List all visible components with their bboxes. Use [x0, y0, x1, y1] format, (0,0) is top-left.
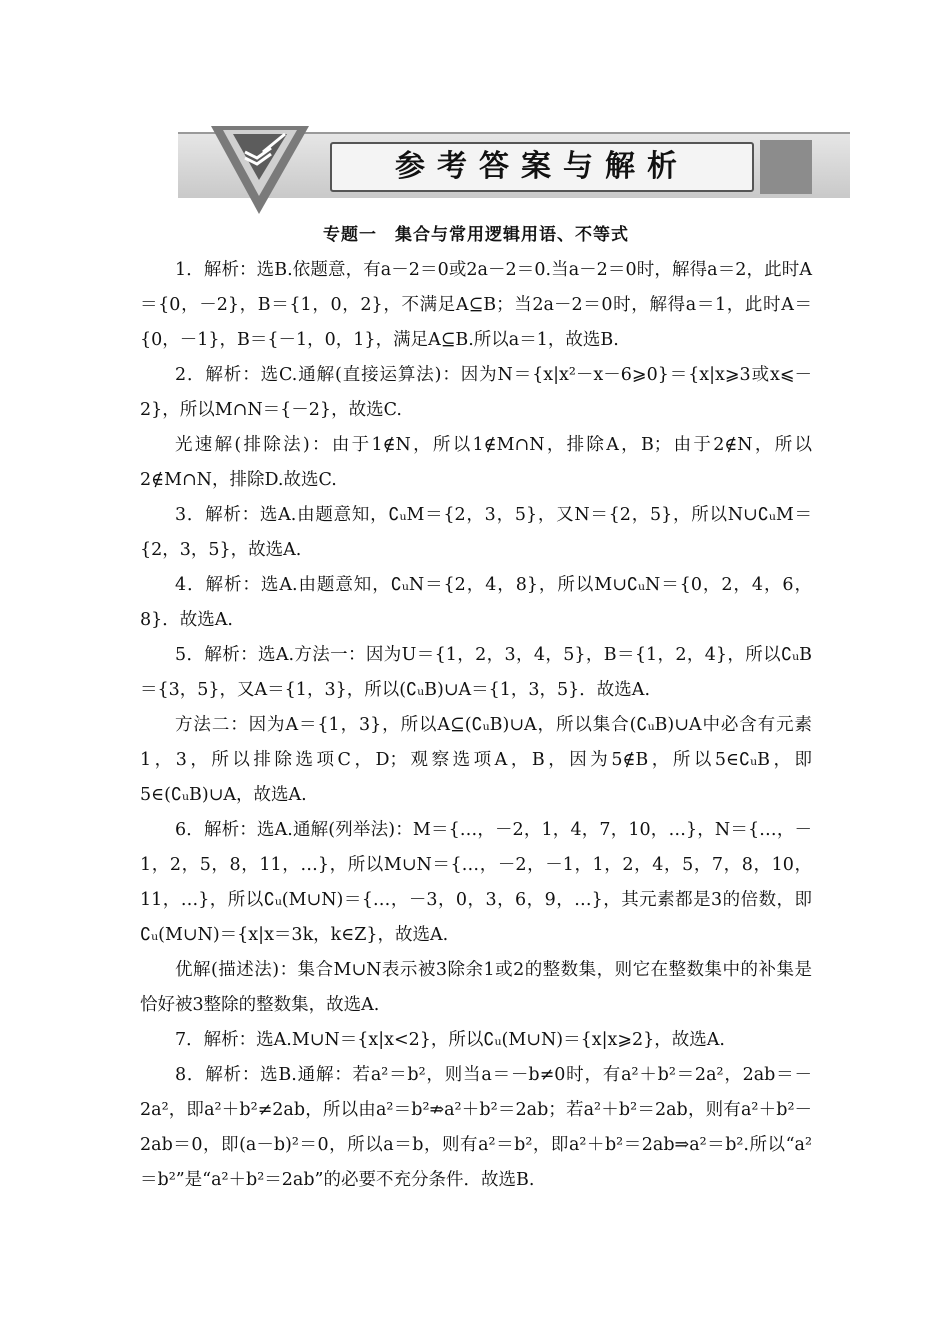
page-title: 参考答案与解析 — [395, 149, 689, 184]
answer-content — [140, 212, 812, 1198]
book-pen-icon — [205, 122, 315, 218]
answer-paragraph: 优解(描述法)：集合M∪N表示被3除余1或2的整数集，则它在整数集中的补集是恰好被3整除的整数集，故选A. — [140, 960, 812, 1015]
answer-paragraph: 7．解析：选A.M∪N＝{x|x<2}，所以∁ᵤ(M∪N)＝{x|x⩾2}，故选A. — [175, 1030, 725, 1050]
section-title: 专题一 集合与常用逻辑用语、不等式 — [323, 225, 629, 245]
answer-paragraph: 3．解析：选A.由题意知，∁ᵤM＝{2，3，5}，又N＝{2，5}，所以N∪∁ᵤM＝{2，3，5}，故选A. — [140, 505, 812, 560]
answer-paragraph: 5．解析：选A.方法一：因为U＝{1，2，3，4，5}，B＝{1，2，4}，所以∁ᵤB＝{3，5}，又A＝{1，3}，所以(∁ᵤB)∪A＝{1，3，5}．故选A. — [140, 645, 812, 700]
answer-paragraph: 方法二：因为A＝{1，3}，所以A⊆(∁ᵤB)∪A，所以集合(∁ᵤB)∪A中必含有元素1，3，所以排除选项C，D；观察选项A，B，因为5∉B，所以5∈∁ᵤB，即5∈(∁ᵤB)∪A，故选A. — [140, 715, 812, 805]
answer-paragraph: 光速解(排除法)：由于1∉N，所以1∉M∩N，排除A，B；由于2∉N，所以2∉M∩N，排除D.故选C. — [140, 435, 812, 490]
banner-shadow-block — [760, 140, 812, 194]
answer-paragraph: 8．解析：选B.通解：若a²＝b²，则当a＝－b≠0时，有a²＋b²＝2a²，2ab＝－2a²，即a²＋b²≠2ab，所以由a²＝b²⇏a²＋b²＝2ab；若a²＋b²＝2ab，则有a²＋b²－2ab＝0，即(a－b)²＝0，所以a＝b，则有a²＝b²，即a²＋b²＝2ab⇒a²＝b².所以“a²＝b²”是“a²＋b²＝2ab”的必要不充分条件．故选B. — [140, 1065, 812, 1190]
answer-paragraph: 1．解析：选B.依题意，有a－2＝0或2a－2＝0.当a－2＝0时，解得a＝2，此时A＝{0，－2}，B＝{1，0，2}，不满足A⊆B；当2a－2＝0时，解得a＝1，此时A＝{0，－1}，B＝{－1，0，1}，满足A⊆B.所以a＝1，故选B. — [140, 260, 812, 350]
answer-paragraph: 4．解析：选A.由题意知，∁ᵤN＝{2，4，8}，所以M∪∁ᵤN＝{0，2，4，6，8}．故选A. — [140, 575, 812, 630]
answer-paragraph: 6．解析：选A.通解(列举法)：M＝{…，－2，1，4，7，10，…}，N＝{…，－1，2，5，8，11，…}，所以M∪N＝{…，－2，－1，1，2，4，5，7，8，10，11，…}，所以∁ᵤ(M∪N)＝{…，－3，0，3，6，9，…}，其元素都是3的倍数，即∁ᵤ(M∪N)＝{x|x＝3k，k∈Z}，故选A. — [140, 820, 812, 945]
answer-paragraph: 2．解析：选C.通解(直接运算法)：因为N＝{x|x²－x－6⩾0}＝{x|x⩾3或x⩽－2}，所以M∩N＝{－2}，故选C. — [140, 365, 812, 420]
header-banner — [0, 118, 950, 218]
